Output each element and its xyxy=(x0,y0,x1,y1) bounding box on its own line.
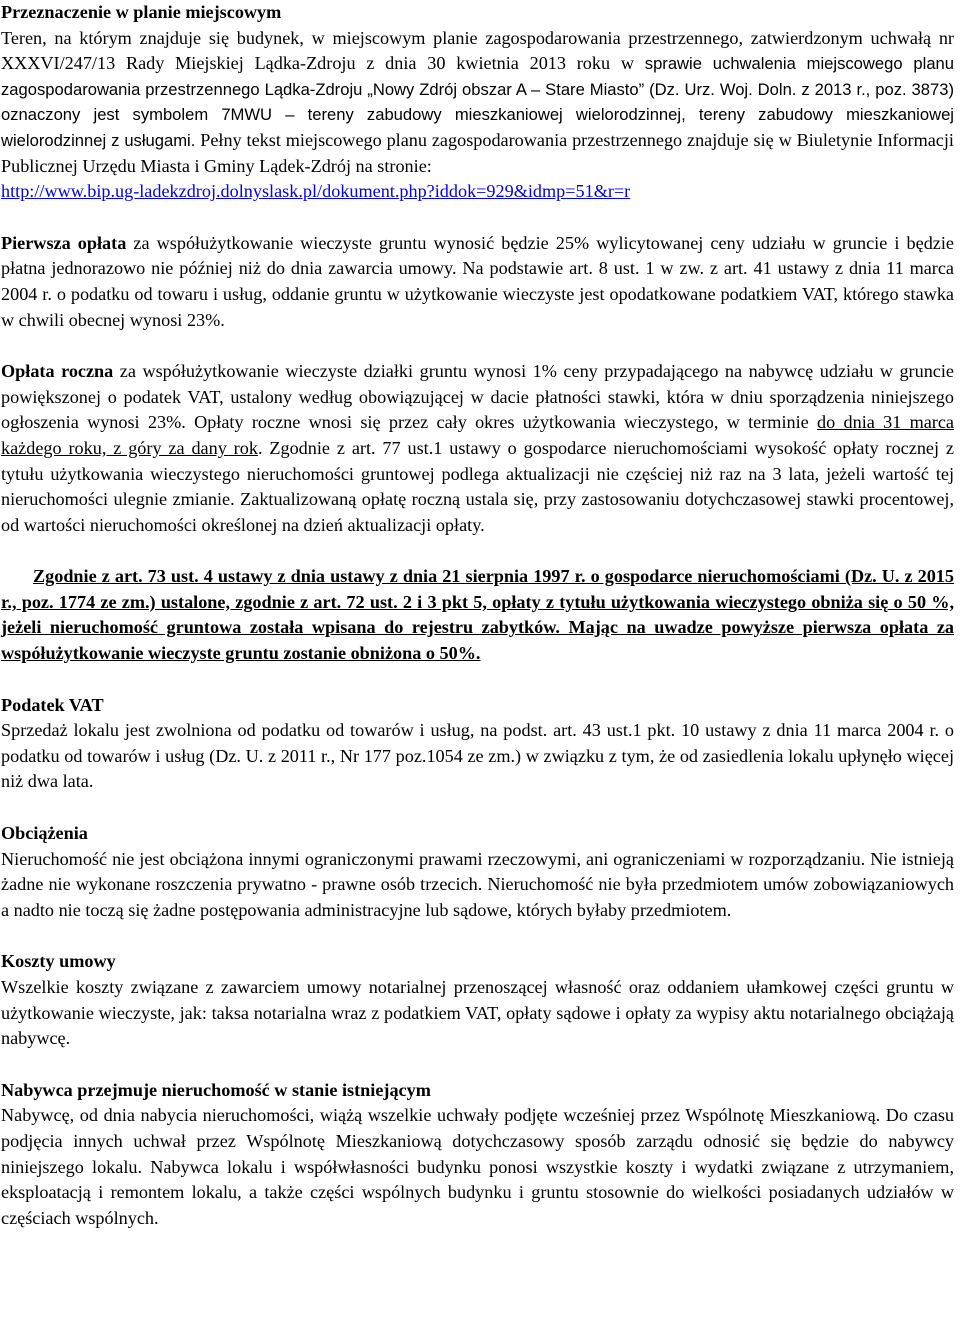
nabywca-text: Nabywcę, od dnia nabycia nieruchomości, wiążą wszelkie uchwały podjęte wcześniej przez Wspólnotę Mieszkaniową. Do czasu podjęcia innych uchwał przez Wspólnotę Mieszkaniową dotychczasowy sposób zarządu odnosić się będzie do nabywcy niniejszego lokalu. Nabywca lokalu i współwłasności budynku ponosi wszystkie koszty i wydatki związane z utrzymaniem, eksploatacją i remontem lokalu, a także części wspólnych budynku i gruntu stosownie do wielkości posiadanych udziałów w częściach wspólnych. xyxy=(1,1105,954,1228)
heading-obciazenia: Obciążenia xyxy=(1,823,88,844)
pierwsza-oplata-lead: Pierwsza opłata xyxy=(1,232,127,253)
oplata-roczna-lead: Opłata roczna xyxy=(1,361,114,382)
heading-podatek-vat: Podatek VAT xyxy=(1,694,104,715)
section-pierwsza-oplata xyxy=(1,231,954,333)
podatek-vat-text: Sprzedaż lokalu jest zwolniona od podatku od towarów i usług, na podst. art. 43 ust.1 pkt. 10 ustawy z dnia 11 marca 2004 r. o podatku od towarów i usług (Dz. U. z 2011 r., Nr 177 poz.1054 ze zm.) w związku z tym, że od zasiedlenia lokalu upłynęło więcej niż dwa lata. xyxy=(1,720,954,792)
section-przeznaczenie xyxy=(1,0,954,205)
oplata-roczna-text-2: . Zgodnie z art. 77 ust.1 ustawy o gospodarce nieruchomościami wysokość opłaty rocznej z tytułu użytkowania wieczystego nieruchomości gruntowej podlega aktualizacji nie częściej niż raz na 3 lata, jeżeli wartość tej nieruchomości ulegnie zmianie. Zaktualizowaną opłatę roczną ustala się, przy zastosowaniu dotychczasowej stawki procentowej, od wartości nieruchomości określonej na dzień aktualizacji opłaty. xyxy=(1,437,954,535)
heading-koszty-umowy: Koszty umowy xyxy=(1,951,116,972)
oplata-roczna-text-1: za współużytkowanie wieczyste działki gruntu wynosi 1% ceny przypadającego na nabywcę udziału w gruncie powiększonej o podatek VAT, ustalony według obowiązującej w dacie płatności stawki, która w dniu sporządzenia niniejszego ogłoszenia wynosi 23%. Opłaty roczne wnosi się przez cały okres użytkowania wieczystego, w terminie xyxy=(1,361,954,433)
przeznaczenie-text-rest: oznaczony jest symbolem 7MWU – tereny zabudowy mieszkaniowej wielorodzinnej, tereny zabudowy mieszkaniowej wielorodzinnej z usługami. xyxy=(1,105,954,150)
przeznaczenie-text-1: Teren, na którym znajduje się budynek, w miejscowym planie zagospodarowania przestrzennego, zatwierdzonym uchwałą nr XXXVI/247/13 Rady Miejskiej Lądka-Zdroju z dnia 30 kwietnia 2013 roku w xyxy=(1,27,954,74)
obciazenia-text: Nieruchomość nie jest obciążona innymi ograniczonymi prawami rzeczowymi, ani ograniczeniami w rozporządzaniu. Nie istnieją żadne nie wykonane roszczenia prywatno - prawne osób trzecich. Nieruchomość nie była przedmiotem umów zobowiązaniowych a nadto nie toczą się żadne postępowania administracyjne lub sądowe, których byłaby przedmiotem. xyxy=(1,848,954,920)
oplata-roczna-termin: do dnia 31 marca każdego roku, z góry za dany rok xyxy=(1,412,955,458)
koszty-umowy-text: Wszelkie koszty związane z zawarciem umowy notarialnej przenoszącej własność oraz oddaniem ułamkowej części gruntu w użytkowanie wieczyste, jak: taksa notarialna wraz z podatkiem VAT, opłaty sądowe i opłaty za wypisy aktu notarialnego obciążają nabywcę. xyxy=(1,977,954,1049)
przeznaczenie-text-sans: sprawie uchwalenia miejscowego planu zagospodarowania przestrzennego Lądka-Zdroju „Nowy Zdrój obszar A – Stare Miasto” (Dz. Urz. Woj. Doln. z 2013 r., poz. 3873) xyxy=(1,54,955,99)
bip-link[interactable]: http://www.bip.ug-ladekzdroj.dolnyslask.pl/dokument.php?iddok=929&idmp=51&r=r xyxy=(1,181,631,202)
section-obciazenia xyxy=(1,821,954,923)
heading-przeznaczenie: Przeznaczenie w planie miejscowym xyxy=(1,2,282,22)
pierwsza-oplata-text: za współużytkowanie wieczyste gruntu wynosić będzie 25% wylicytowanej ceny udziału w gruncie i będzie płatna jednorazowo nie później niż do dnia zawarcia umowy. Na podstawie art. 8 ust. 1 w zw. z art. 41 ustawy z dnia 11 marca 2004 r. o podatku od towaru i usług, oddanie gruntu w użytkowanie wieczyste jest opodatkowane podatkiem VAT, którego stawka w chwili obecnej wynosi 23%. xyxy=(1,232,954,330)
section-zgodnie xyxy=(1,564,954,666)
heading-nabywca: Nabywca przejmuje nieruchomość w stanie istniejącym xyxy=(1,1079,431,1100)
section-oplata-roczna xyxy=(1,359,954,538)
section-nabywca xyxy=(1,1078,954,1232)
section-koszty-umowy xyxy=(1,949,954,1051)
zgodnie-text: Zgodnie z art. 73 ust. 4 ustawy z dnia ustawy z dnia 21 sierpnia 1997 r. o gospodarce nieruchomościami (Dz. U. z 2015 r., poz. 1774 ze zm.) ustalone, zgodnie z art. 72 ust. 2 i 3 pkt 5, opłaty z tytułu użytkowania wieczystego obniża się o 50 %, jeżeli nieruchomość gruntowa została wpisana do rejestru zabytków. Mając na uwadze powyższe pierwsza opłata za współużytkowanie wieczyste gruntu zostanie obniżona o 50%. xyxy=(1,566,954,664)
przeznaczenie-text-2: Pełny tekst miejscowego planu zagospodarowania przestrzennego znajduje się w Biuletynie Informacji Publicznej Urzędu Miasta i Gminy Lądek-Zdrój na stronie: xyxy=(1,129,954,176)
section-podatek-vat xyxy=(1,693,954,795)
